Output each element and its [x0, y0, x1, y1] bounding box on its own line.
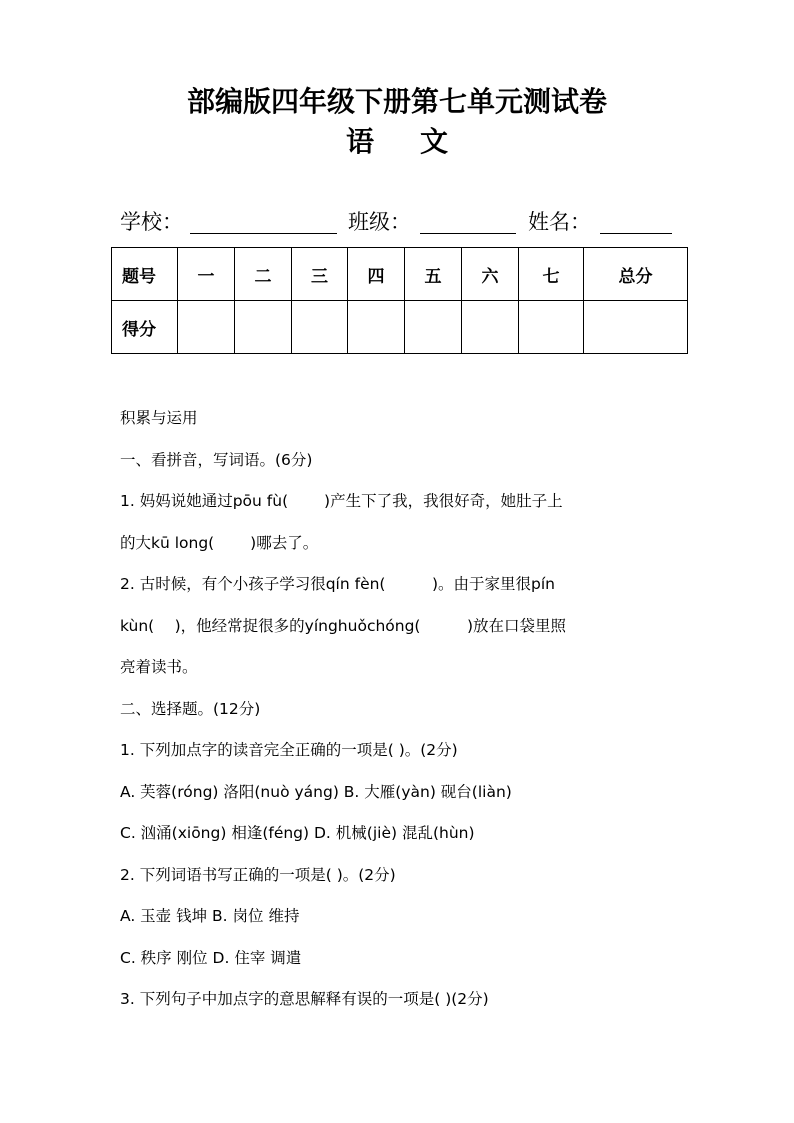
- option-line: A. 玉壶 钱坤 B. 岗位 维持: [120, 907, 300, 925]
- subject-title: [0, 120, 794, 160]
- name-blank[interactable]: [600, 233, 672, 234]
- option-line: C. 秩序 刚位 D. 住宰 调遣: [120, 948, 302, 967]
- question-line: kùn( )，他经常捉很多的yínghuǒchóng( )放在口袋里照: [120, 616, 567, 635]
- table-header-cell: 题号: [112, 248, 178, 301]
- option-line: A. 芙蓉(róng) 洛阳(nuò yáng) B. 大雁(yàn) 砚台(liàn): [120, 782, 512, 801]
- table-header-cell: 七: [519, 248, 584, 301]
- section-heading: 积累与运用: [120, 409, 198, 427]
- question-body: [120, 398, 690, 1021]
- score-cell[interactable]: [584, 301, 688, 354]
- table-header-cell: 四: [348, 248, 405, 301]
- score-cell[interactable]: [292, 301, 348, 354]
- score-row-label: 得分: [112, 301, 178, 354]
- score-table: [111, 247, 688, 354]
- name-label: 姓名：: [528, 210, 591, 234]
- student-info-line: [120, 206, 680, 238]
- table-header-cell: 一: [178, 248, 235, 301]
- table-header-cell: 五: [405, 248, 462, 301]
- subject-char-1: 语: [345, 125, 374, 158]
- school-blank[interactable]: [190, 233, 337, 234]
- score-cell[interactable]: [519, 301, 584, 354]
- table-header-cell: 二: [235, 248, 292, 301]
- option-line: C. 汹涌(xiōng) 相逢(féng) D. 机械(jiè) 混乱(hùn): [120, 824, 475, 842]
- score-cell[interactable]: [462, 301, 519, 354]
- question-line: 1. 下列加点字的读音完全正确的一项是( )。(2分): [120, 741, 458, 759]
- score-cell[interactable]: [178, 301, 235, 354]
- exam-title: 部编版四年级下册第七单元测试卷: [186, 85, 607, 118]
- table-header-cell: 三: [292, 248, 348, 301]
- score-cell[interactable]: [235, 301, 292, 354]
- score-cell[interactable]: [348, 301, 405, 354]
- question-line: 1. 妈妈说她通过pōu fù( )产生下了我，我很好奇，她肚子上: [120, 492, 563, 510]
- question-heading: 一、看拼音，写词语。(6分): [120, 450, 313, 469]
- question-heading: 二、选择题。(12分): [120, 699, 261, 718]
- question-line: 2. 古时候，有个小孩子学习很qín fèn( )。由于家里很pín: [120, 575, 555, 593]
- question-line: 3. 下列句子中加点字的意思解释有误的一项是( )(2分): [120, 990, 489, 1008]
- class-blank[interactable]: [420, 233, 516, 234]
- subject-char-2: 文: [420, 125, 449, 158]
- question-line: 的大kū long( )哪去了。: [120, 533, 319, 552]
- table-header-cell: 总分: [584, 248, 688, 301]
- score-cell[interactable]: [405, 301, 462, 354]
- score-table-score-row: [112, 301, 688, 354]
- question-line: 2. 下列词语书写正确的一项是( )。(2分): [120, 865, 396, 884]
- question-line: 亮着读书。: [120, 658, 198, 676]
- school-label: 学校：: [120, 210, 183, 234]
- score-table-header-row: [112, 248, 688, 301]
- table-header-cell: 六: [462, 248, 519, 301]
- class-label: 班级：: [348, 210, 411, 234]
